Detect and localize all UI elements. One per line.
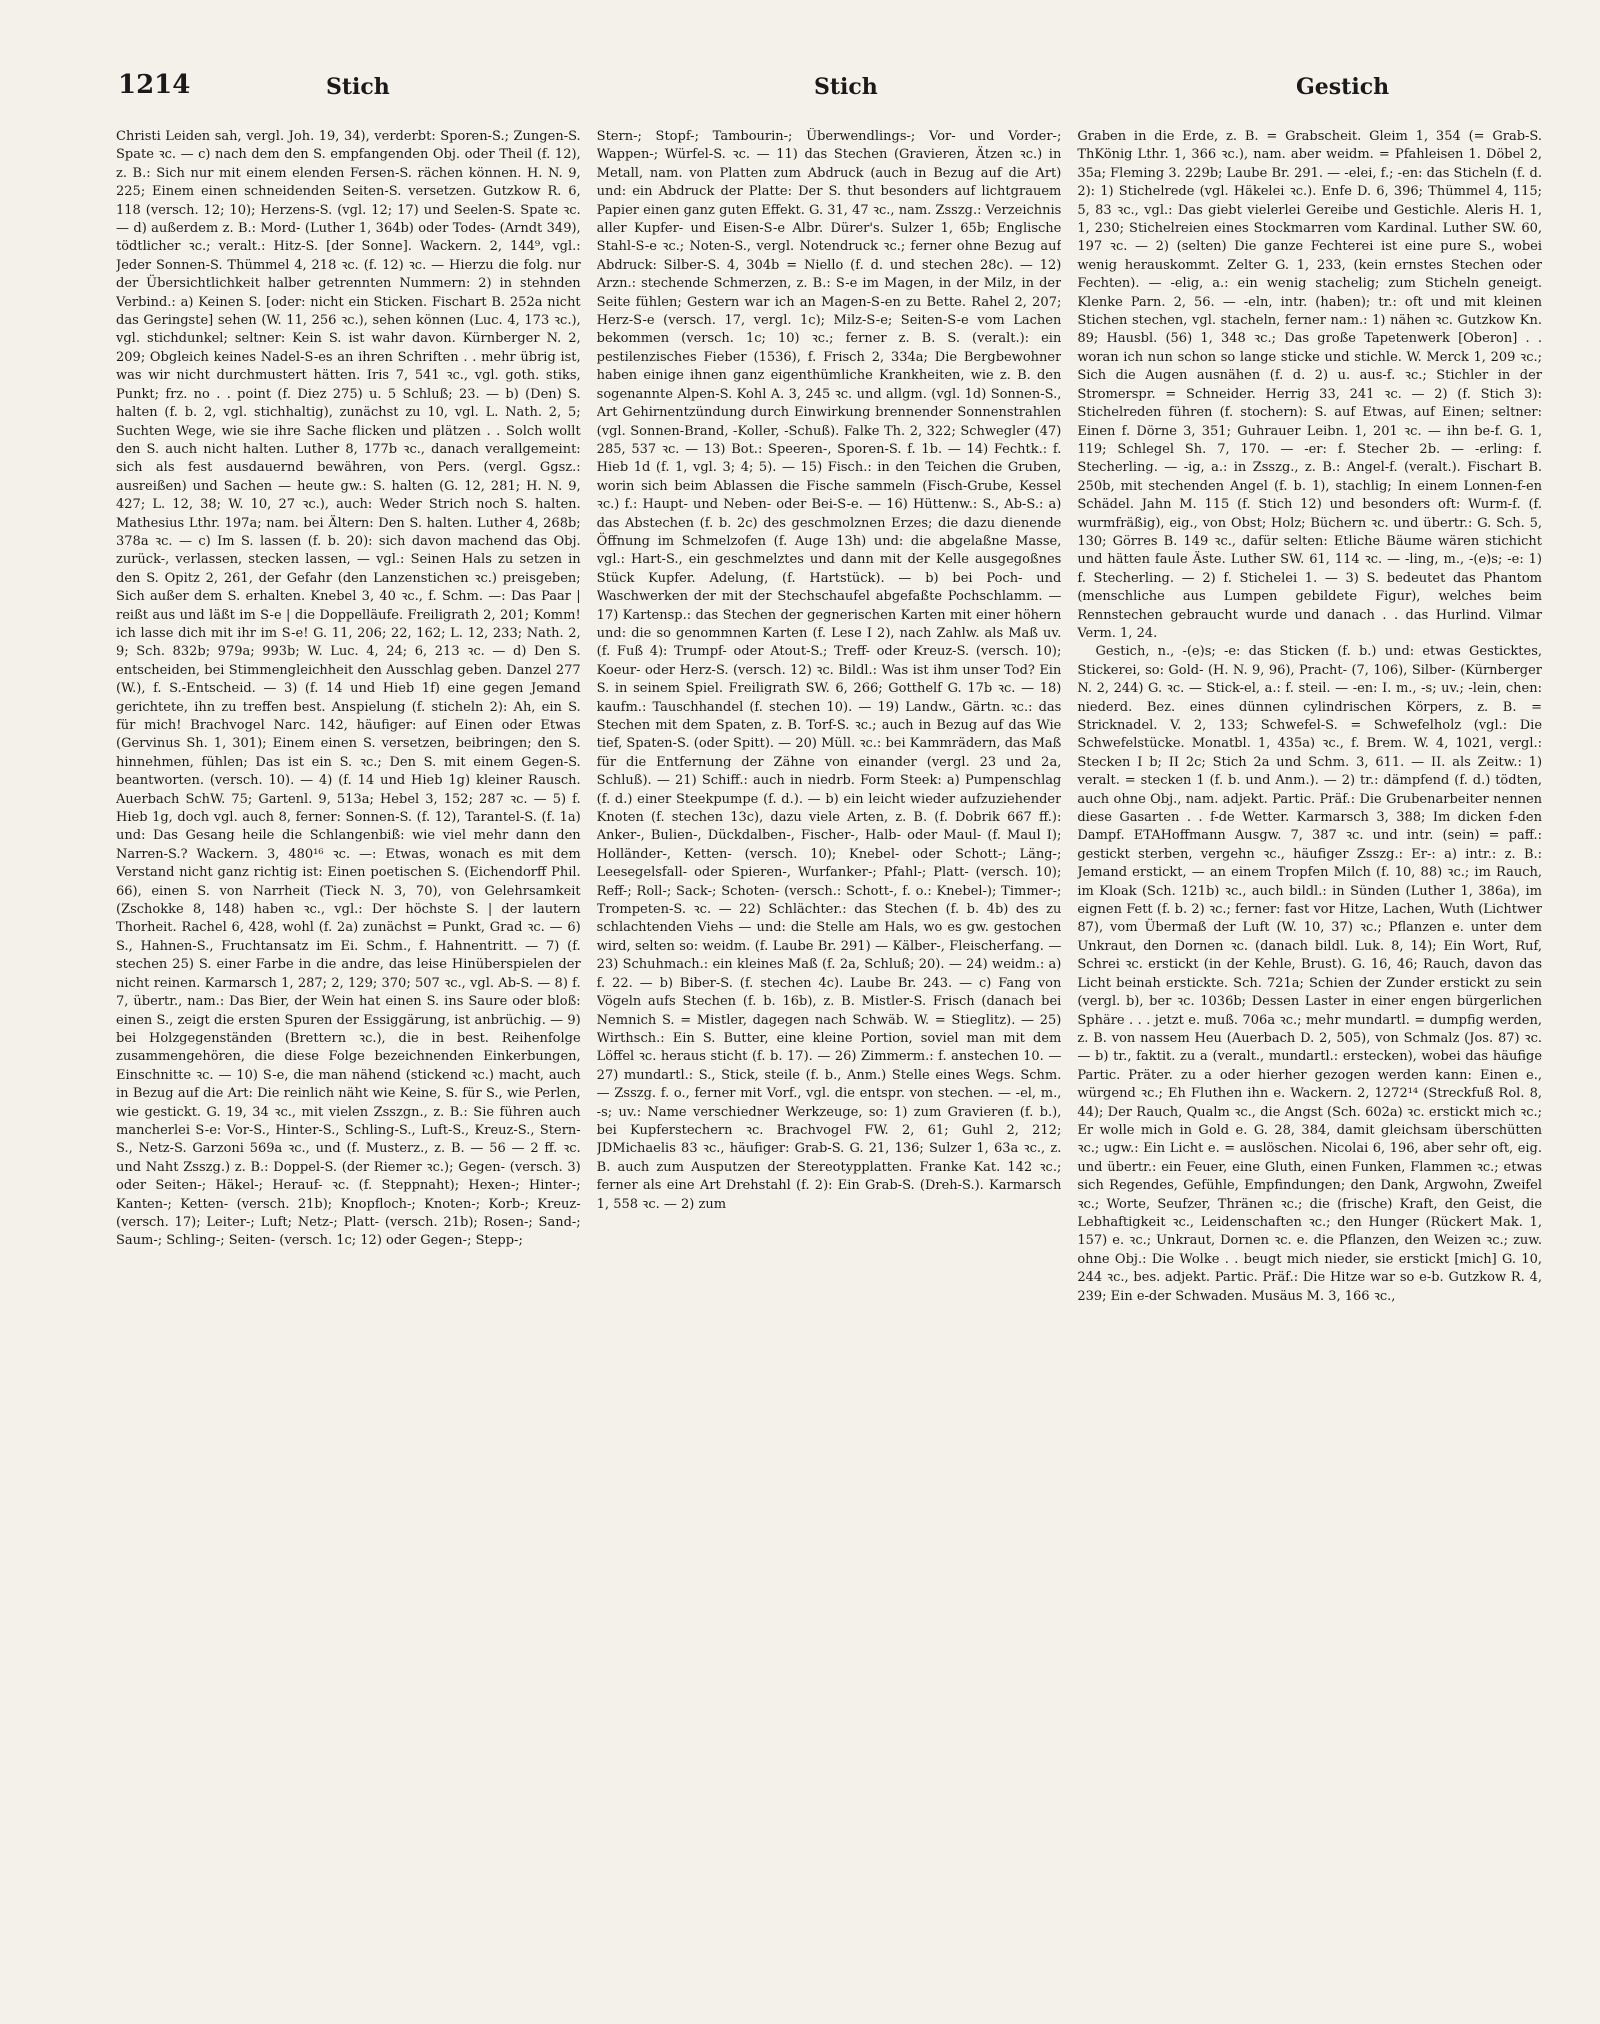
column-paragraph: Graben in die Erde, z. B. = Grabscheit. Gleim 1, 354 (= Grab-S. ThKönig Lthr. 1, 366 ꝛc.), nam. aber weidm. = Pfahleisen 1. Döbel 2, 35a; Fleming 3. 229b; Laube Br. 291. — -elei, f.; -en: das Sticheln (f. d. 2): 1) Stichelrede (vgl. Häkelei ꝛc.). Enfe D. 6, 396; Thümmel 4, 115; 5, 83 ꝛc., vgl.: Das giebt vielerlei Gereibe und Gestichle. Aleris H. 1, 1, 230; Stichelreien eines Stockmarren vom Kardinal. Luther SW. 60, 197 ꝛc. — 2) (selten) Die ganze Fechterei ist eine pure S., wobei wenig herauskommt. Zelter G. 1, 233, (kein ernstes Stechen oder Fechten). — -elig, a.: ein wenig stachelig; zum Sticheln geneigt. Klenke Parn. 2, 56. — -eln, intr. (haben); tr.: oft und mit kleinen Stichen stechen, vgl. stacheln, ferner nam.: 1) nähen ꝛc. Gutzkow Kn. 89; Hausbl. (56) 1, 348 ꝛc.; Das große Tapetenwerk [Oberon] . . woran ich nun schon so lange sticke und stichle. W. Merck 1, 209 ꝛc.; Sich die Augen ausnähen (f. d. 2) u. aus-f. ꝛc.; Stichler in der Stromerspr. = Schneider. Herrig 33, 241 ꝛc. — 2) (f. Stich 3): Stichelreden führen (f. stochern): S. auf Etwas, auf Einen; seltner: Einen f. Dörne 3, 351; Guhrauer Leibn. 1, 201 ꝛc. — ihn be-f. G. 1, 119; Schlegel Sh. 7, 170. — -er: f. Stecher 2b. — -erling: f. Stecherling. — -ig, a.: in Zsszg., z. B.: Angel-f. (veralt.). Fischart B. 250b, mit stechenden Angel (f. b. 1), stachlig; In einem Lonnen-f-en Schädel. Jahn M. 115 (f. Stich 12) und besonders oft: Wurm-f. (f. wurmfräßig), eig., von Obst; Holz; Büchern ꝛc. und übertr.: G. Sch. 5, 130; Görres B. 149 ꝛc., dafür selten: Etliche Bäume wären stichicht und hätten faule Äste. Luther SW. 61, 114 ꝛc. — -ling, m., -(e)s; -e: 1) f. Stecherling. — 2) f. Stichelei 1. — 3) S. bedeutet das Phantom (menschliche aus Lumpen gebildete Figur), welches beim Rennstechen gebraucht wurde und danach . . das Hurlind. Vilmar Verm. 1, 24. bbox=[1077, 129, 1542, 641]
column-paragraph: Stern-; Stopf-; Tambourin-; Überwendlings-; Vor- und Vorder-; Wappen-; Würfel-S. ꝛc. — 11) das Stechen (Gravieren, Ätzen ꝛc.) in Metall, nam. von Platten zum Abdruck (auch in Bezug auf die Art) und: ein Abdruck der Platte: Der S. thut besonders auf lichtgrauem Papier einen ganz guten Effekt. G. 31, 47 ꝛc., nam. Zsszg.: Verzeichnis aller Kupfer- und Eisen-S-e Albr. Dürer's. Sulzer 1, 65b; Englische Stahl-S-e ꝛc.; Noten-S., vergl. Notendruck ꝛc.; ferner ohne Bezug auf Abdruck: Silber-S. 4, 304b = Niello (f. d. und stechen 28c). — 12) Arzn.: stechende Schmerzen, z. B.: S-e im Magen, in der Milz, in der Seite fühlen; Gestern war ich an Magen-S-en zu Bette. Rahel 2, 207; Herz-S-e (versch. 17, vergl. 1c); Milz-S-e; Seiten-S-e vom Lachen bekommen (versch. 1c; 10) ꝛc.; ferner z. B. S. (veralt.): ein pestilenzisches Fieber (1536), f. Frisch 2, 334a; Die Bergbewohner haben einige ihnen ganz eigenthümliche Krankheiten, wie z. B. den sogenannte Alpen-S. Kohl A. 3, 245 ꝛc. und allgm. (vgl. 1d) Sonnen-S., Art Gehirnentzündung durch Einwirkung brennender Sonnenstrahlen (vgl. Sonnen-Brand, -Koller, -Schuß). Falke Th. 2, 322; Schwegler (47) 285, 537 ꝛc. — 13) Bot.: Speeren-, Sporen-S. f. 1b. — 14) Fechtk.: f. Hieb 1d (f. 1, vgl. 3; 4; 5). — 15) Fisch.: in den Teichen die Gruben, worin sich beim Ablassen die Fische sammeln (Fisch-Grube, Kessel ꝛc.) f.: Haupt- und Neben- oder Bei-S-e. — 16) Hüttenw.: S., Ab-S.: a) das Abstechen (f. b. 2c) des geschmolznen Erzes; die dazu dienende Öffnung im Schmelzofen (f. Auge 13h) und: die abgelaßne Masse, vgl.: Hart-S., ein geschmelztes und dann mit der Kelle ausgegoßnes Stück Kupfer. Adelung, (f. Hartstück). — b) bei Poch- und Waschwerken der mit der Stechschaufel abgefaßte Pochschlamm. — 17) Kartensp.: das Stechen der gegnerischen Karten mit einer höhern und: die so genommnen Karten (f. Lese I 2), nach Zahlw. als Maß uv. (f. Fuß 4): Trumpf- oder Atout-S.; Treff- oder Kreuz-S. (versch. 10); Koeur- oder Herz-S. (versch. 12) ꝛc. Bildl.: Was ist ihm unser Tod? Ein S. in seinem Spiel. Freiligrath SW. 6, 266; Gotthelf G. 17b ꝛc. — 18) kaufm.: Tauschhandel (f. stechen 10). — 19) Landw., Gärtn. ꝛc.: das Stechen mit dem Spaten, z. B. Torf-S. ꝛc.; auch in Bezug auf das Wie tief, Spaten-S. (oder Spitt). — 20) Müll. ꝛc.: bei Kammrädern, das Maß für die Entfernung der Zähne von einander (vergl. 23 und 2a, Schluß). — 21) Schiff.: auch in niedrb. Form Steek: a) Pumpenschlag (f. d.) einer Steekpumpe (f. d.). — b) ein leicht wieder aufzuziehender Knoten (f. stechen 13c), dazu viele Arten, z. B. (f. Dobrik 667 ff.): Anker-, Bulien-, Dückdalben-, Fischer-, Halb- oder Maul- (f. Maul I); Holländer-, Ketten- (versch. 10); Knebel- oder Schott-; Läng-; Leesegelsfall- oder Spieren-, Wurfanker-; Pfahl-; Platt- (versch. 10); Reff-; Roll-; Sack-; Schoten- (versch.: Schott-, f. o.: Knebel-); Timmer-; Trompeten-S. ꝛc. — 22) Schlächter.: das Stechen (f. b. 4b) des zu schlachtenden Viehs — und: die Stelle am Hals, wo es gw. gestochen wird, selten so: weidm. (f. Laube Br. 291) — Kälber-, Fleischerfang. — 23) Schuhmach.: ein kleines Maß (f. 2a, Schluß; 20). — 24) weidm.: a) f. 22. — b) Biber-S. (f. stechen 4c). Laube Br. 243. — c) Fang von Vögeln aufs Stechen (f. b. 16b), z. B. Mistler-S. Frisch (danach bei Nemnich S. = Mistler, dagegen nach Schwäb. W. = Stieglitz). — 25) Wirthsch.: Ein S. Butter, eine kleine Portion, soviel man mit dem Löffel ꝛc. heraus sticht (f. b. 17). — 26) Zimmerm.: f. anstechen 10. — 27) mundartl.: S., Stick, steile (f. b., Anm.) Stelle eines Wegs. Schm. — Zsszg. f. o., ferner mit Vorf., vgl. die entspr. von stechen. — -el, m., -s; uv.: Name verschiedner Werkzeuge, so: 1) zum Gravieren (f. b.), bei Kupferstechern ꝛc. Brachvogel FW. 2, 61; Guhl 2, 212; JDMichaelis 83 ꝛc., häufiger: Grab-S. G. 21, 136; Sulzer 1, 63a ꝛc., z. B. auch zum Ausputzen der Stereotypplatten. Franke Kat. 142 ꝛc.; ferner als eine Art Drehstahl (f. 2): Ein Grab-S. (Dreh-S.). Karmarsch 1, 558 ꝛc. — 2) zum bbox=[596, 129, 1062, 1212]
column-paragraph: Gestich, n., -(e)s; -e: das Sticken (f. b.) und: etwas Gesticktes, Stickerei, so: Gold- (H. N. 9, 96), Pracht- (7, 106), Silber- (Kürnberger N. 2, 244) G. ꝛc. — Stick-el, a.: f. steil. — -en: I. m., -s; uv.; -lein, chen: niederd. Bez. eines dünnen cylindrischen Körpers, z. B. = Stricknadel. V. 2, 133; Schwefel-S. = Schwefelholz (vgl.: Die Schwefelstücke. Monatbl. 1, 435a) ꝛc., f. Brem. W. 4, 1021, vergl.: Stecken I b; II 2c; Stich 2a und Schm. 3, 611. — II. als Zeitw.: 1) veralt. = stecken 1 (f. b. und Anm.). — 2) tr.: dämpfend (f. d.) tödten, auch ohne Obj., nam. adjekt. Partic. Präf.: Die Grubenarbeiter nennen diese Gasarten . . f-de Wetter. Karmarsch 3, 388; Im dicken f-den Dampf. ETAHoffmann Ausgw. 7, 387 ꝛc. und intr. (sein) = paff.: gestickt sterben, vergehn ꝛc., häufiger Zsszg.: Er-: a) intr.: z. B.: Jemand erstickt, — an einem Tropfen Milch (f. 10, 88) ꝛc.; im Rauch, im Kloak (Sch. 121b) ꝛc., auch bildl.: in Sünden (Luther 1, 386a), im eignen Fett (f. b. 2) ꝛc.; ferner: fast vor Hitze, Lachen, Wuth (Lichtwer 87), vom Übermaß der Luft (W. 10, 37) ꝛc.; Pflanzen e. unter dem Unkraut, den Dornen ꝛc. (danach bildl. Luk. 8, 14); Ein Wort, Ruf, Schrei ꝛc. erstickt (in der Kehle, Brust). G. 16, 46; Rauch, davon das Licht beinah erstickte. Sch. 721a; Schien der Zunder erstickt zu sein (vergl. b), ber ꝛc. 1036b; Dessen Laster in einer engen bürgerlichen Sphäre . . . jetzt e. muß. 706a ꝛc.; mehr mundartl. = dumpfig werden, z. B. von nassem Heu (Auerbach D. 2, 505), von Schmalz (Jos. 87) ꝛc. — b) tr., faktit. zu a (veralt., mundartl.: erstecken), wobei das häufige Partic. Präter. zu a oder hierher gezogen werden kann: Einen e., würgend ꝛc.; Eh Fluthen ihn e. Wackern. 2, 1272¹⁴ (Streckfuß Rol. 8, 44); Der Rauch, Qualm ꝛc., die Angst (Sch. 602a) ꝛc. erstickt mich ꝛc.; Er wolle mich in Gold e. G. 28, 384, damit gleichsam überschütten ꝛc.; ugw.: Ein Licht e. = auslöschen. Nicolai 6, 196, aber sehr oft, eig. und übertr.: ein Feuer, eine Gluth, einen Funken, Flammen ꝛc.; etwas sich Regendes, Gefühle, Empfindungen; den Dank, Argwohn, Zweifel ꝛc.; Worte, Seufzer, Thränen ꝛc.; die (frische) Kraft, den Geist, die Lebhaftigkeit ꝛc., Leidenschaften ꝛc.; den Hunger (Rückert Mak. 1, 157) e. ꝛc.; Unkraut, Dornen ꝛc. e. die Pflanzen, den Weizen ꝛc.; zuw. ohne Obj.: Die Wolke . . beugt mich nieder, sie erstickt [mich] G. 10, 244 ꝛc., bes. adjekt. Partic. Präf.: Die Hitze war so e-b. Gutzkow R. 4, 239; Ein e-der Schwaden. Musäus M. 3, 166 ꝛc., bbox=[1077, 644, 1542, 1304]
running-headword-left: Stich bbox=[326, 74, 390, 100]
column-middle bbox=[597, 128, 1062, 2004]
column-right bbox=[1077, 128, 1542, 2004]
text-columns bbox=[116, 128, 1542, 2004]
page-number: 1214 bbox=[118, 70, 191, 100]
page-header bbox=[118, 70, 1542, 110]
column-paragraph: Christi Leiden sah, vergl. Joh. 19, 34), verderbt: Sporen-S.; Zungen-S. Spate ꝛc. — c) nach dem den S. empfangenden Obj. oder Theil (f. 12), z. B.: Sich nur mit einem elenden Fersen-S. rächen können. H. N. 9, 225; Einem einen schneidenden Seiten-S. versetzen. Gutzkow R. 6, 118 (versch. 12; 10); Herzens-S. (vgl. 12; 17) und Seelen-S. Spate ꝛc. — d) außerdem z. B.: Mord- (Luther 1, 364b) oder Todes- (Arndt 349), tödtlicher ꝛc.; veralt.: Hitz-S. [der Sonne]. Wackern. 2, 144⁹, vgl.: Jeder Sonnen-S. Thümmel 4, 218 ꝛc. (f. 12) ꝛc. — Hierzu die folg. nur der Übersichtlichkeit halber getrennten Nummern: 2) in stehnden Verbind.: a) Keinen S. [oder: nicht ein Sticken. Fischart B. 252a nicht das Geringste] sehen (W. 11, 256 ꝛc.), sehen können (Luc. 4, 173 ꝛc.), vgl. stichdunkel; seltner: Kein S. ist wahr davon. Kürnberger N. 2, 209; Obgleich keines Nadel-S-es an ihren Schriften . . mehr übrig ist, was wir nicht durchmustert hätten. Iris 7, 541 ꝛc., vgl. goth. stiks, Punkt; frz. no . . point (f. Diez 275) u. 5 Schluß; 23. — b) (Den) S. halten (f. b. 2, vgl. stichhaltig), zunächst zu 10, vgl. L. Nath. 2, 5; Suchten Wege, wie sie ihre Sache flicken und plätzen . . Solch wollt den S. auch nicht halten. Luther 8, 177b ꝛc., danach verallgemeint: sich als fest ausdauernd bewähren, von Pers. (vergl. Ggsz.: ausreißen) und Sachen — heute gw.: S. halten (G. 12, 281; H. N. 9, 427; L. 12, 38; W. 10, 27 ꝛc.), auch: Weder Strich noch S. halten. Mathesius Lthr. 197a; nam. bei Ältern: Den S. halten. Luther 4, 268b; 378a ꝛc. — c) Im S. lassen (f. b. 20): sich davon machend das Obj. zurück-, verlassen, stecken lassen, — vgl.: Seinen Hals zu setzen in den S. Opitz 2, 261, der Gefahr (den Lanzenstichen ꝛc.) preisgeben; Sich außer dem S. erhalten. Knebel 3, 40 ꝛc., f. Schm. —: Das Paar | reißt aus und läßt im S-e | die Doppelläufe. Freiligrath 2, 201; Komm! ich lasse dich mit ihr im S-e! G. 11, 206; 22, 162; L. 12, 233; Nath. 2, 9; Sch. 832b; 979a; 993b; W. Luc. 4, 24; 6, 213 ꝛc. — d) Den S. entscheiden, bei Stimmengleichheit den Ausschlag geben. Danzel 277 (W.), f. S.-Entscheid. — 3) (f. 14 und Hieb 1f) eine gegen Jemand gerichtete, ihn zu treffen best. Anspielung (f. sticheln 2): Ah, ein S. für mich! Brachvogel Narc. 142, häufiger: auf Einen oder Etwas (Gervinus Sh. 1, 301); Einem einen S. versetzen, beibringen; den S. hinnehmen, fühlen; Das ist ein S. ꝛc.; Den S. mit einem Gegen-S. beantworten. (versch. 10). — 4) (f. 14 und Hieb 1g) kleiner Rausch. Auerbach SchW. 75; Gartenl. 9, 513a; Hebel 3, 152; 287 ꝛc. — 5) f. Hieb 1g, doch vgl. auch 8, ferner: Sonnen-S. (f. 12), Tarantel-S. (f. 1a) und: Das Gesang heile die Schlangenbiß: wie viel mehr dann den Narren-S.? Wackern. 3, 480¹⁶ ꝛc. —: Etwas, wonach es mit dem Verstand nicht ganz richtig ist: Einen poetischen S. (Eichendorff Phil. 66), einen S. von Narrheit (Tieck N. 3, 70), von Gelehrsamkeit (Zschokke 8, 148) haben ꝛc., vgl.: Der höchste S. | der lautern Thorheit. Rachel 6, 428, wohl (f. 2a) zunächst = Punkt, Grad ꝛc. — 6) S., Hahnen-S., Fruchtansatz im Ei. Schm., f. Hahnentritt. — 7) (f. stechen 25) S. einer Farbe in die andre, das leise Hinüberspielen der nicht reinen. Karmarsch 1, 287; 2, 129; 370; 507 ꝛc., vgl. Ab-S. — 8) f. 7, übertr., nam.: Das Bier, der Wein hat einen S. ins Saure oder bloß: einen S., zeigt die ersten Spuren der Essiggärung, ist anbrüchig. — 9) bei Holzgegenständen (Brettern ꝛc.), die in best. Reihenfolge zusammengehören, die diese Folge bezeichnenden Einkerbungen, Einschnitte ꝛc. — 10) S-e, die man nähend (stickend ꝛc.) macht, auch in Bezug auf die Art: Die reinlich näht wie Keine, S. für S., wie Perlen, wie gestickt. G. 19, 34 ꝛc., mit vielen Zsszgn., z. B.: Sie führen auch mancherlei S-e: Vor-S., Hinter-S., Schling-S., Luft-S., Kreuz-S., Stern-S., Netz-S. Garzoni 569a ꝛc., und (f. Musterz., z. B. — 56 — 2 ff. ꝛc. und Naht Zsszg.) z. B.: Doppel-S. (der Riemer ꝛc.); Gegen- (versch. 3) oder Seiten-; Häkel-; Herauf- ꝛc. (f. Steppnaht); Hexen-; Hinter-; Kanten-; Ketten- (versch. 21b); Knopfloch-; Knoten-; Korb-; Kreuz- (versch. 17); Leiter-; Luft; Netz-; Platt- (versch. 21b); Rosen-; Sand-; Saum-; Schling-; Seiten- (versch. 1c; 12) oder Gegen-; Stepp-; bbox=[116, 129, 581, 1249]
running-headword-right: Gestich bbox=[1296, 74, 1390, 100]
column-left bbox=[116, 128, 581, 2004]
running-headword-center: Stich bbox=[814, 74, 878, 100]
